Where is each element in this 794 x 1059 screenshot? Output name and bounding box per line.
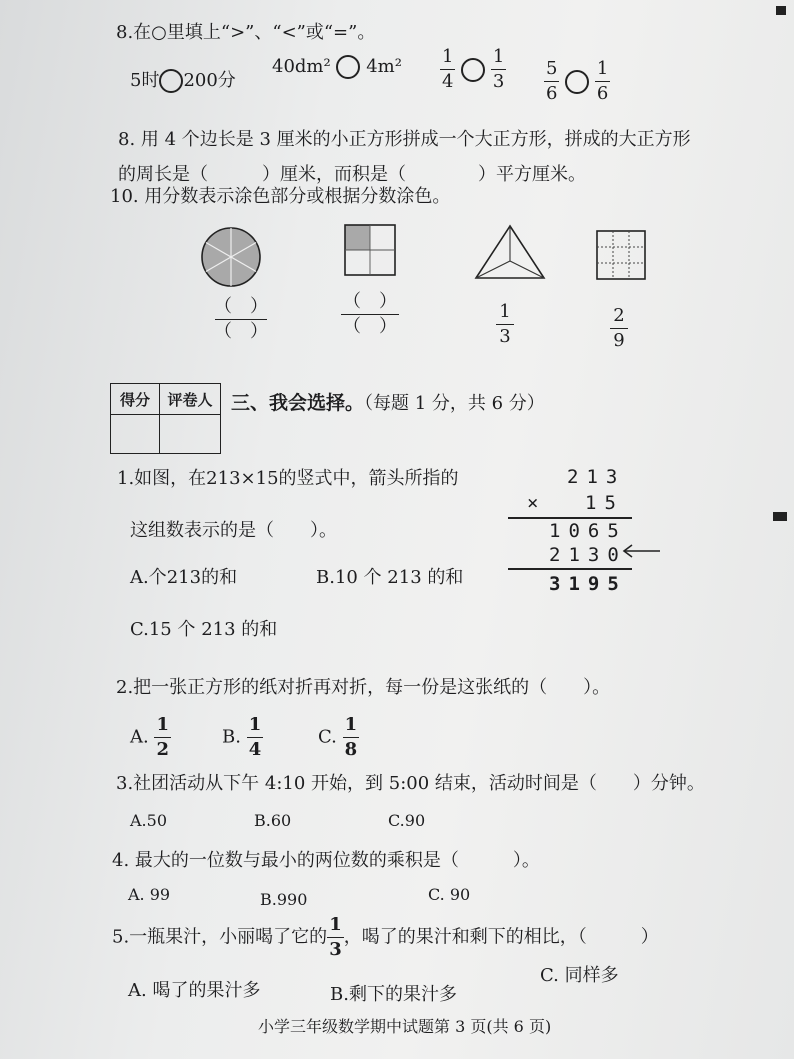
q8a-item2-right: 4m² bbox=[366, 56, 402, 77]
square-quarter-figure bbox=[344, 224, 396, 276]
frac-den: 3 bbox=[499, 326, 511, 348]
section-3-note: （每题 1 分，共 6 分） bbox=[364, 393, 545, 414]
c2-stem: 2.把一张正方形的纸对折再对折，每一份是这张纸的（ ）。 bbox=[116, 677, 611, 698]
calc-line-1 bbox=[508, 517, 632, 519]
registration-mark-top bbox=[776, 6, 786, 15]
frac-den: 3 bbox=[329, 939, 342, 961]
frac-num: 1 bbox=[492, 46, 505, 67]
q8a-item1-left: 5时 bbox=[130, 70, 160, 91]
frac-num: 1 bbox=[156, 714, 169, 735]
calc-row-3: 1065 bbox=[549, 520, 627, 542]
c2-option-b[interactable] bbox=[222, 716, 263, 759]
grid-3x3-figure bbox=[596, 230, 646, 280]
c2-option-a[interactable] bbox=[130, 716, 171, 759]
q8a-item-1 bbox=[130, 66, 236, 93]
option-letter: B. bbox=[222, 726, 241, 748]
c5-option-a[interactable]: A. 喝了的果汁多 bbox=[128, 980, 261, 1001]
c1-line-2: 这组数表示的是（ ）。 bbox=[130, 520, 337, 541]
calc-row-2: 15 bbox=[585, 492, 624, 514]
score-cell[interactable] bbox=[111, 415, 160, 454]
frac-den: 3 bbox=[492, 71, 505, 93]
answer-fraction-2[interactable] bbox=[341, 293, 399, 336]
c2-option-c[interactable] bbox=[318, 716, 359, 759]
compare-circle-2[interactable] bbox=[336, 55, 360, 79]
frac-num: 1 bbox=[248, 714, 262, 735]
c3-option-b[interactable]: B.60 bbox=[254, 811, 292, 830]
c1-line-1: 1.如图，在213×15的竖式中，箭头所指的 bbox=[117, 468, 459, 489]
option-letter: C. bbox=[318, 726, 337, 748]
c4-option-c[interactable]: C. 90 bbox=[428, 885, 471, 904]
q10-prompt: 10. 用分数表示涂色部分或根据分数涂色。 bbox=[110, 186, 451, 207]
frac-num: 1 bbox=[499, 301, 511, 322]
score-label: 得分 bbox=[111, 384, 160, 415]
q8a-item1-right: 200分 bbox=[183, 70, 236, 91]
triangle-figure bbox=[474, 224, 546, 280]
frac-den: 9 bbox=[613, 330, 625, 352]
frac-den: 2 bbox=[156, 739, 169, 761]
frac-num: （ ） bbox=[214, 296, 268, 317]
c3-option-c[interactable]: C.90 bbox=[388, 811, 426, 830]
c5-option-b[interactable]: B.剩下的果汁多 bbox=[330, 984, 457, 1005]
frac-num: （ ） bbox=[343, 291, 397, 312]
c4-option-b[interactable]: B.990 bbox=[260, 890, 308, 909]
calc-operator: × bbox=[527, 492, 547, 514]
frac-num: 1 bbox=[596, 58, 609, 79]
c3-option-a[interactable]: A.50 bbox=[130, 811, 167, 830]
c3-stem: 3.社团活动从下午 4:10 开始，到 5:00 结束，活动时间是（ ）分钟。 bbox=[116, 773, 705, 794]
calc-row-5: 3195 bbox=[549, 573, 627, 595]
compare-circle-1[interactable] bbox=[159, 69, 183, 93]
grader-cell[interactable] bbox=[160, 415, 221, 454]
c1-option-c[interactable]: C.15 个 213 的和 bbox=[130, 619, 278, 640]
frac-num: 1 bbox=[329, 914, 342, 935]
frac-num: 1 bbox=[442, 46, 454, 67]
q8a-item-2 bbox=[272, 55, 402, 79]
c5-stem-pre: 5.一瓶果汁，小丽喝了它的 bbox=[112, 926, 328, 948]
calc-line-2 bbox=[508, 568, 632, 570]
c1-option-b[interactable]: B.10 个 213 的和 bbox=[316, 567, 464, 588]
frac-num: 5 bbox=[546, 58, 558, 79]
frac-den: 4 bbox=[248, 739, 262, 761]
compare-circle-4[interactable] bbox=[565, 70, 589, 94]
c5-option-c[interactable]: C. 同样多 bbox=[540, 965, 619, 986]
frac-den: 6 bbox=[596, 83, 609, 105]
q8a-item-3 bbox=[440, 48, 506, 91]
section-3-heading bbox=[231, 388, 545, 415]
q8a-item2-left: 40dm² bbox=[272, 56, 331, 77]
c5-stem bbox=[112, 916, 659, 959]
frac-den: 4 bbox=[442, 71, 454, 93]
frac-den: （ ） bbox=[214, 321, 268, 343]
given-fraction-2-9 bbox=[610, 307, 628, 350]
section-3-title: 三、我会选择。 bbox=[231, 392, 365, 414]
q8a-prompt: 8.在○里填上“>”、“<”或“=”。 bbox=[116, 22, 376, 43]
arrow-left-icon bbox=[621, 544, 661, 558]
c1-option-a[interactable]: A.个213的和 bbox=[130, 567, 238, 588]
option-letter: A. bbox=[130, 726, 149, 748]
frac-den: 6 bbox=[546, 83, 558, 105]
grader-label: 评卷人 bbox=[160, 384, 221, 415]
compare-circle-3[interactable] bbox=[461, 58, 485, 82]
q8a-item-4 bbox=[544, 60, 610, 103]
calc-row-4: 2130 bbox=[549, 544, 627, 566]
calc-row-1: 213 bbox=[567, 466, 626, 488]
given-fraction-1-3 bbox=[496, 303, 514, 346]
score-box bbox=[110, 383, 221, 454]
frac-den: （ ） bbox=[343, 316, 397, 338]
page-footer: 小学三年级数学期中试题第 3 页(共 6 页) bbox=[258, 1017, 552, 1036]
frac-num: 1 bbox=[344, 714, 358, 735]
c4-stem: 4. 最大的一位数与最小的两位数的乘积是（ ）。 bbox=[112, 850, 540, 871]
q8b-line-2: 的周长是（ ）厘米，而积是（ ）平方厘米。 bbox=[118, 164, 586, 185]
shaded-circle-figure bbox=[200, 226, 262, 288]
q8b-line-1: 8. 用 4 个边长是 3 厘米的小正方形拼成一个大正方形，拼成的大正方形 bbox=[118, 129, 691, 150]
frac-den: 8 bbox=[344, 739, 358, 761]
frac-num: 2 bbox=[613, 305, 625, 326]
c5-stem-post: ，喝了的果汁和剩下的相比，（ ） bbox=[343, 926, 659, 948]
registration-mark-middle bbox=[773, 512, 787, 521]
answer-fraction-1[interactable] bbox=[212, 298, 270, 341]
c4-option-a[interactable]: A. 99 bbox=[128, 885, 171, 904]
